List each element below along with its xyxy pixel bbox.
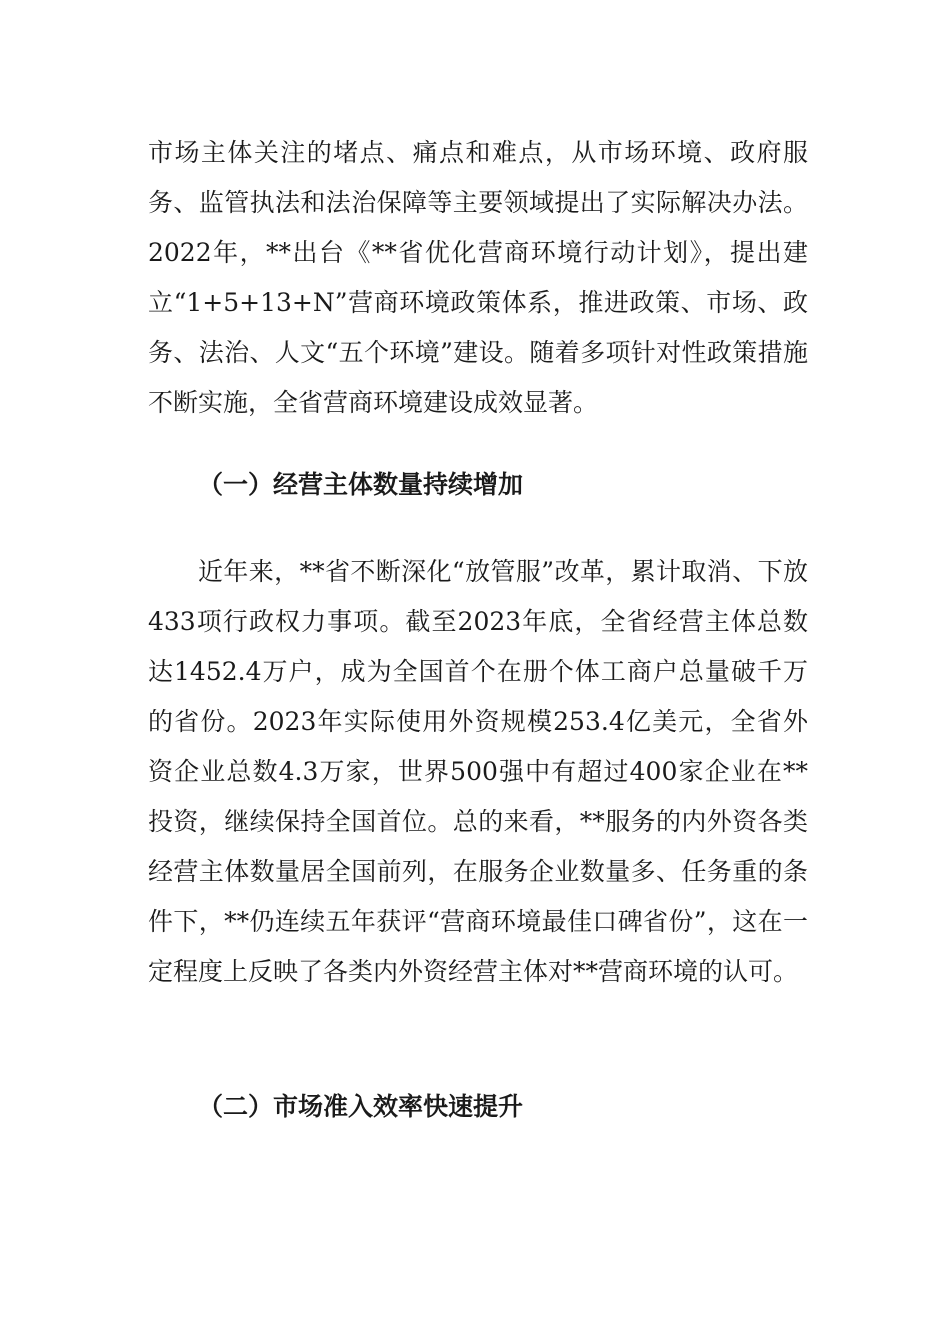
section-heading-2: （二）市场准入效率快速提升 [198, 1092, 524, 1121]
body-paragraph-1: 市场主体关注的堵点、痛点和难点，从市场环境、政府服务、监管执法和法治保障等主要领域提出了实际解决办法。2022年，**出台《**省优化营商环境行动计划》，提出建立“1+5+13+N”营商环境政策体系，推进政策、市场、政务、法治、人文“五个环境”建设。随着多项针对性政策措施不断实施，全省营商环境建设成效显著。 [148, 138, 808, 417]
body-paragraph-2: 近年来，**省不断深化“放管服”改革，累计取消、下放433项行政权力事项。截至2023年底，全省经营主体总数达1452.4万户，成为全国首个在册个体工商户总量破千万的省份。2023年实际使用外资规模253.4亿美元，全省外资企业总数4.3万家，世界500强中有超过400家企业在**投资，继续保持全国首位。总的来看，**服务的内外资各类经营主体数量居全国前列，在服务企业数量多、任务重的条件下，**仍连续五年获评“营商环境最佳口碑省份”，这在一定程度上反映了各类内外资经营主体对**营商环境的认可。 [148, 557, 808, 986]
section-heading-1: （一）经营主体数量持续增加 [198, 470, 524, 499]
